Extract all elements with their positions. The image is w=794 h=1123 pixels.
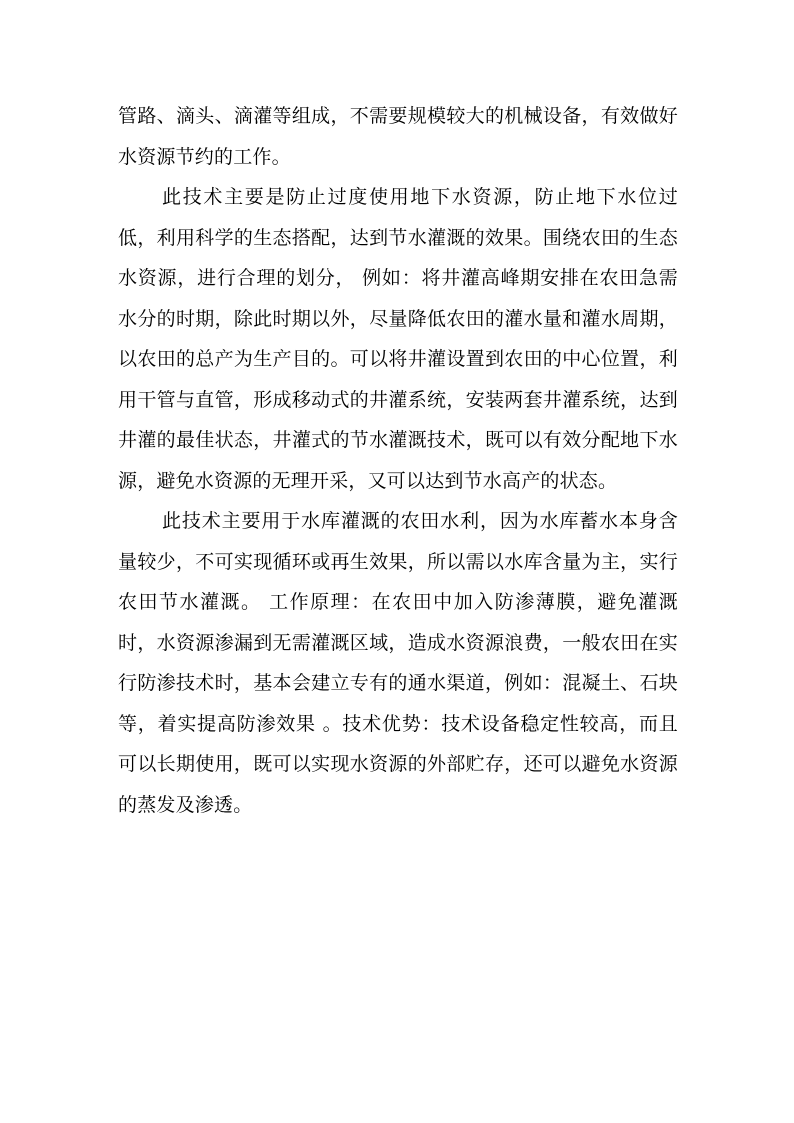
- document-body: [118, 96, 678, 825]
- paragraph-reservoir-irrigation: 此技术主要用于水库灌溉的农田水利，因为水库蓄水本身含量较少，不可实现循环或再生效果，所以需以水库含量为主，实行农田节水灌溉。 工作原理：在农田中加入防渗薄膜，避免灌溉时，水资源渗漏到无需灌溉区域，造成水资源浪费，一般农田在实行防渗技术时，基本会建立专有的通水渠道，例如：混凝土、石块等，着实提高防渗效果 。技术优势：技术设备稳定性较高，而且可以长期使用，既可以实现水资源的外部贮存，还可以避免水资源的蒸发及渗透。: [118, 510, 678, 816]
- paragraph-well-irrigation: 此技术主要是防止过度使用地下水资源，防止地下水位过低，利用科学的生态搭配，达到节水灌溉的效果。围绕农田的生态水资源，进行合理的划分， 例如：将井灌高峰期安排在农田急需水分的时期，除此时期以外，尽量降低农田的灌水量和灌水周期，以农田的总产为生产目的。可以将井灌设置到农田的中心位置，利用干管与直管，形成移动式的井灌系统，安装两套井灌系统，达到井灌的最佳状态，井灌式的节水灌溉技术，既可以有效分配地下水源，避免水资源的无理开采，又可以达到节水高产的状态。: [118, 186, 678, 492]
- paragraph-continued: 管路、滴头、滴灌等组成，不需要规模较大的机械设备，有效做好水资源节约的工作。: [118, 105, 678, 168]
